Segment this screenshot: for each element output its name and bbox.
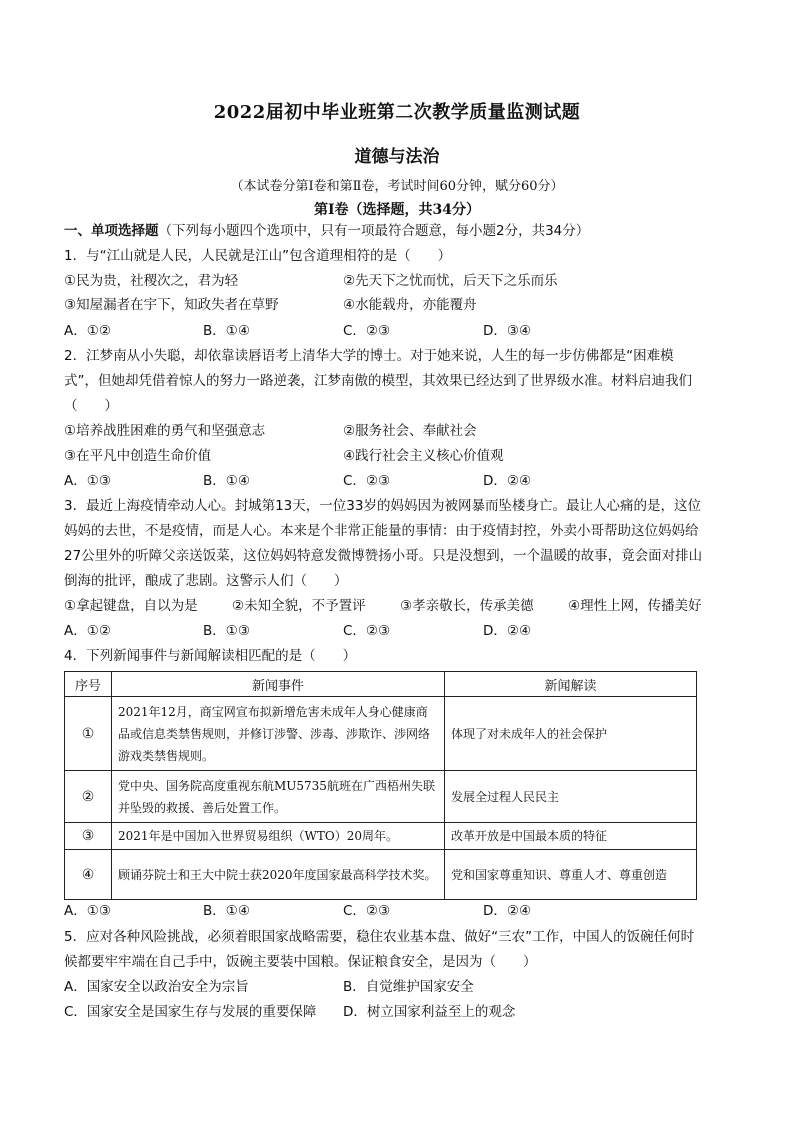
q4-option-a[interactable]: A．①③ xyxy=(64,903,111,919)
q5-line-2: 候都要牢牢端在自己手中，饭碗主要装中国粮。保证粮食安全，是因为（ ） xyxy=(64,954,537,970)
q1-option-b[interactable]: B．①④ xyxy=(203,323,250,339)
q1-stem: 1．与“江山就是人民，人民就是江山”包含道理相符的是（ ） xyxy=(64,248,452,264)
q4-option-c[interactable]: C．②③ xyxy=(343,903,391,919)
q1-option-d[interactable]: D．③④ xyxy=(483,323,532,339)
row-event: 顾诵芬院士和王大中院士获2020年度国家最高科学技术奖。 xyxy=(112,850,445,900)
q3-option-c[interactable]: C．②③ xyxy=(343,623,391,639)
q3-statement-2: ②未知全貌，不予置评 xyxy=(232,598,366,614)
q1-statement-2: ②先天下之忧而忧，后天下之乐而乐 xyxy=(343,273,558,289)
q2-line-1: 2．江梦南从小失聪，却依靠读唇语考上清华大学的博士。对于她来说，人生的每一步仿佛都是“困难模 xyxy=(64,348,674,364)
row-interp: 改革开放是中国最本质的特征 xyxy=(445,823,697,850)
row-event: 2021年12月，商宝网宣布拟新增危害未成年人身心健康商品或信息类禁售规则，并修订涉警、涉毒、涉欺诈、涉网络游戏类禁售规则。 xyxy=(112,697,445,771)
q2-line-2: 式”，但她却凭借着惊人的努力一路逆袭，江梦南傲的模型，其效果已经达到了世界级水准。材料启迪我们 xyxy=(64,373,692,389)
row-no: ② xyxy=(65,771,112,823)
exam-note: （本试卷分第Ⅰ卷和第Ⅱ卷，考试时间60分钟，赋分60分） xyxy=(230,179,564,194)
news-table xyxy=(64,671,697,900)
q5-option-c[interactable]: C．国家安全是国家生存与发展的重要保障 xyxy=(64,1004,317,1020)
q3-option-a[interactable]: A．①② xyxy=(64,623,111,639)
q1-option-a[interactable]: A．①② xyxy=(64,323,111,339)
row-event: 党中央、国务院高度重视东航MU5735航班在广西梧州失联并坠毁的救援、善后处置工作。 xyxy=(112,771,445,823)
exam-title: 2022届初中毕业班第二次教学质量监测试题 xyxy=(213,102,581,123)
q1-statement-4: ④水能载舟，亦能覆舟 xyxy=(343,297,477,313)
header-no: 序号 xyxy=(65,672,112,697)
volume-title: 第Ⅰ卷（选择题，共34分） xyxy=(313,202,481,218)
q5-option-d[interactable]: D．树立国家利益至上的观念 xyxy=(343,1004,516,1020)
q3-option-d[interactable]: D．②④ xyxy=(483,623,532,639)
header-interp: 新闻解读 xyxy=(445,672,697,697)
news-table-header xyxy=(65,672,697,697)
row-no: ① xyxy=(65,697,112,771)
q2-option-b[interactable]: B．①④ xyxy=(203,473,250,489)
row-interp: 党和国家尊重知识、尊重人才、尊重创造 xyxy=(445,850,697,900)
q2-option-a[interactable]: A．①③ xyxy=(64,473,111,489)
q2-line-3: （ ） xyxy=(64,398,118,414)
q2-statement-1: ①培养战胜困难的勇气和坚强意志 xyxy=(64,423,266,439)
q1-option-c[interactable]: C．②③ xyxy=(343,323,391,339)
section-title: 一、单项选择题 xyxy=(64,223,159,239)
header-event: 新闻事件 xyxy=(112,672,445,697)
q3-line-3: 27公里外的听障父亲送饭菜，这位妈妈特意发微博赞扬小哥。只是没想到，一个温暖的故事，竟会面对排山 xyxy=(64,548,703,564)
table-row xyxy=(65,850,697,900)
q3-statement-3: ③孝亲敬长，传承美德 xyxy=(400,598,534,614)
section-desc: （下列每小题四个选项中，只有一项最符合题意，每小题2分，共34分） xyxy=(158,223,590,239)
q2-option-d[interactable]: D．②④ xyxy=(483,473,532,489)
q3-line-1: 3．最近上海疫情牵动人心。封城第13天，一位33岁的妈妈因为被网暴而坠楼身亡。最让人心痛的是，这位 xyxy=(64,498,701,514)
q3-line-4: 倒海的批评，酿成了悲剧。这警示人们（ ） xyxy=(64,573,348,589)
q5-option-a[interactable]: A．国家安全以政治安全为宗旨 xyxy=(64,979,249,995)
row-interp: 体现了对未成年人的社会保护 xyxy=(445,697,697,771)
q2-statement-4: ④践行社会主义核心价值观 xyxy=(343,448,504,464)
q1-statement-1: ①民为贵，社稷次之，君为轻 xyxy=(64,273,239,289)
row-no: ③ xyxy=(65,823,112,850)
subject-title: 道德与法治 xyxy=(354,147,440,167)
section-header xyxy=(64,222,589,240)
row-no: ④ xyxy=(65,850,112,900)
q3-line-2: 妈妈的去世，不是疫情，而是人心。本来是个非常正能量的事情：由于疫情封控，外卖小哥帮助这位妈妈给 xyxy=(64,523,699,539)
q4-stem: 4．下列新闻事件与新闻解读相匹配的是（ ） xyxy=(64,648,357,664)
q3-option-b[interactable]: B．①③ xyxy=(203,623,250,639)
table-row xyxy=(65,697,697,771)
table-row xyxy=(65,823,697,850)
q5-option-b[interactable]: B．自觉维护国家安全 xyxy=(343,979,474,995)
table-row xyxy=(65,771,697,823)
row-event: 2021年是中国加入世界贸易组织（WTO）20周年。 xyxy=(112,823,445,850)
q4-option-b[interactable]: B．①④ xyxy=(203,903,250,919)
q2-statement-3: ③在平凡中创造生命价值 xyxy=(64,448,212,464)
q5-line-1: 5．应对各种风险挑战，必须着眼国家战略需要，稳住农业基本盘、做好“三农”工作，中国人的饭碗任何时 xyxy=(64,929,695,945)
q4-option-d[interactable]: D．②④ xyxy=(483,903,532,919)
q2-option-c[interactable]: C．②③ xyxy=(343,473,391,489)
q1-statement-3: ③知屋漏者在宇下，知政失者在草野 xyxy=(64,297,279,313)
q3-statement-1: ①拿起键盘，自以为是 xyxy=(64,598,198,614)
row-interp: 发展全过程人民民主 xyxy=(445,771,697,823)
q2-statement-2: ②服务社会、奉献社会 xyxy=(343,423,477,439)
q3-statement-4: ④理性上网，传播美好 xyxy=(568,598,702,614)
